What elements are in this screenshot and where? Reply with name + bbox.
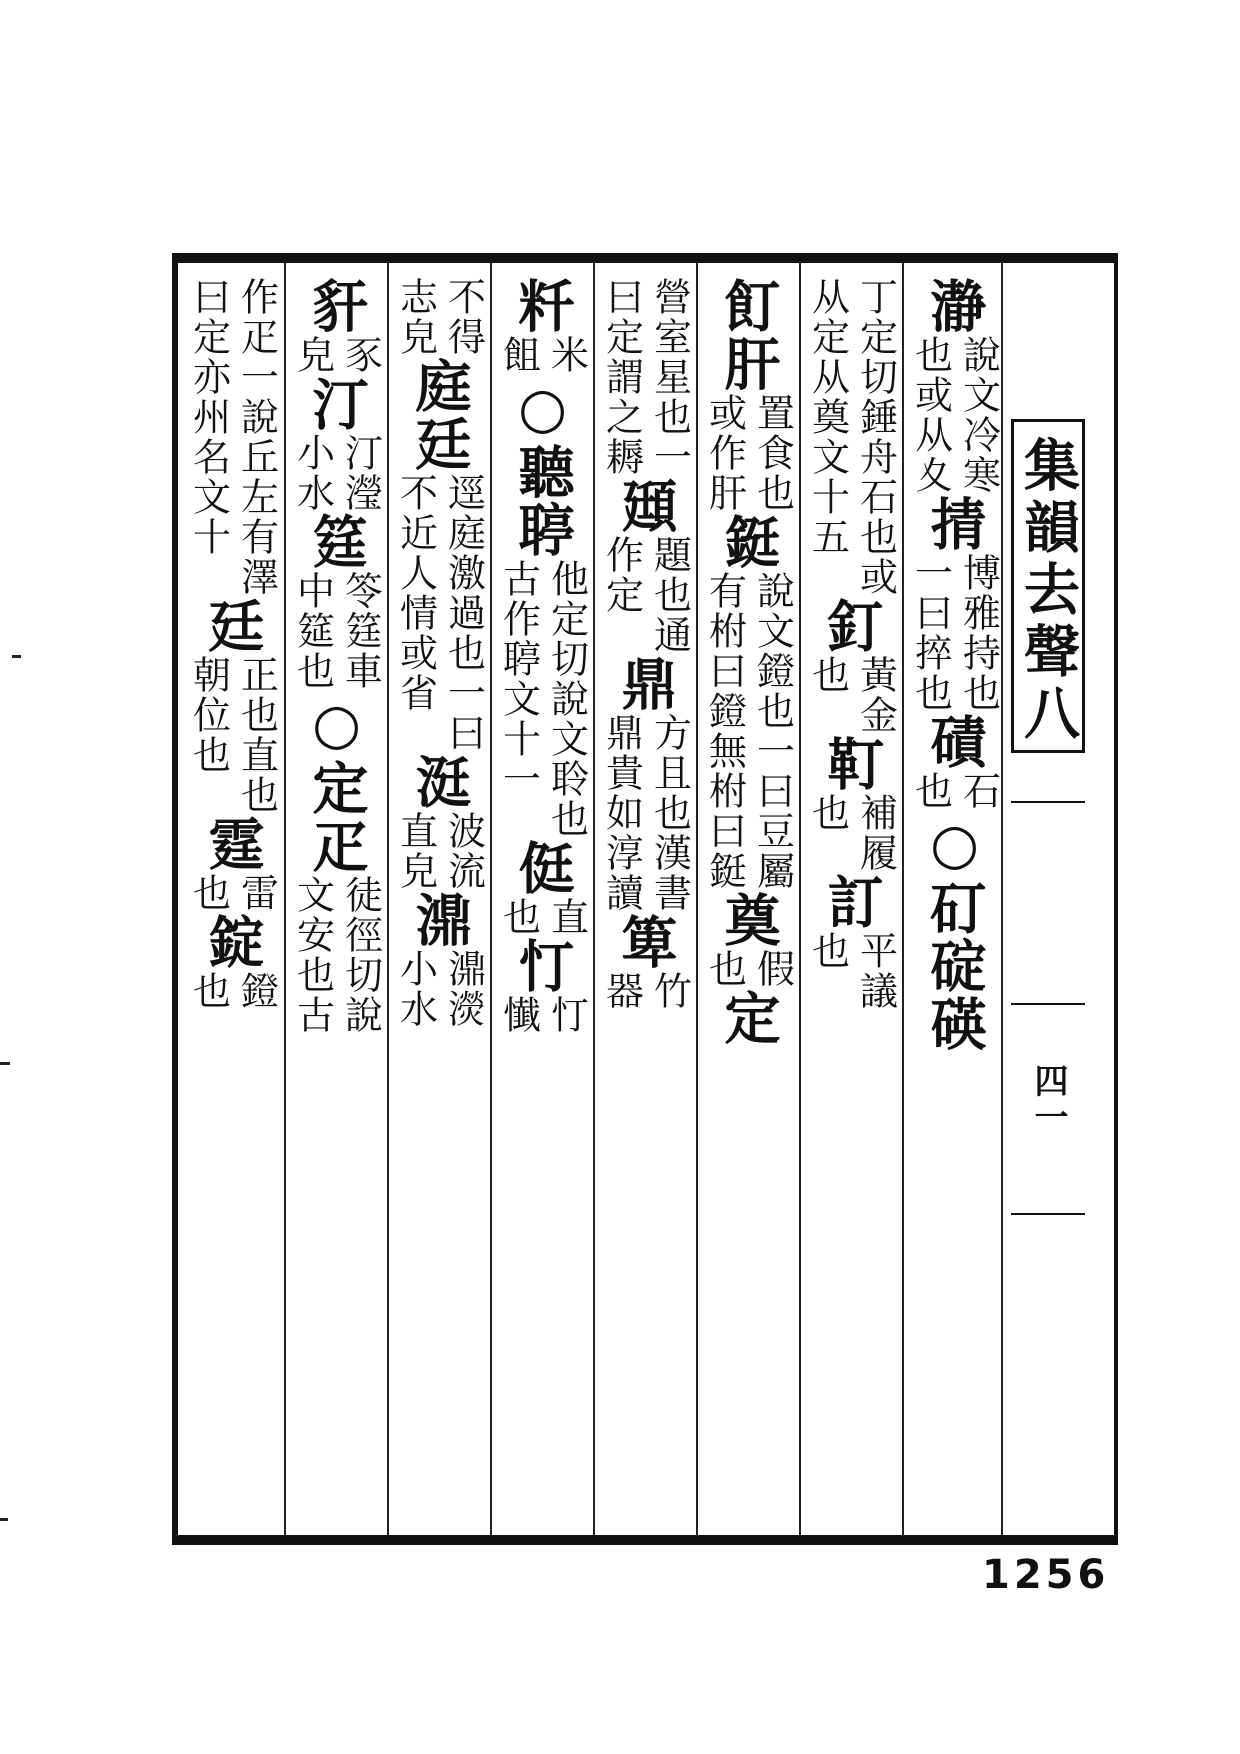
annotation (701, 571, 797, 891)
annotation (289, 335, 385, 375)
annotation-line-left: 直皃 (393, 811, 438, 891)
annotation-line-right: 他定切說文聆也 (544, 559, 589, 839)
text-column (490, 263, 593, 1535)
leaf-number: 四一 (1028, 1063, 1068, 1135)
annotation (185, 971, 281, 1011)
annotation (907, 553, 1003, 713)
annotation-line-left: 也 (186, 971, 231, 1011)
headword: 豻 (303, 277, 370, 335)
annotation-line-left: 也 (702, 949, 747, 989)
text-column (181, 263, 284, 1535)
annotation (392, 277, 488, 357)
headword: 霆 (199, 815, 266, 873)
annotation-line-right: 正也直也 (234, 655, 279, 815)
text-column (696, 263, 799, 1535)
annotation-line-left: 也 (805, 931, 850, 971)
annotation-line-left: 器 (599, 971, 644, 1011)
annotation-line-right: 笭筳車 (338, 571, 383, 691)
headword: 錠 (199, 913, 266, 971)
headword: 靪 (818, 735, 885, 793)
annotation-line-right: 米 (544, 335, 589, 375)
annotation-line-left: 朝位也 (186, 655, 231, 775)
page-number: 1256 (982, 1552, 1110, 1598)
headword: 鋌 (715, 513, 782, 571)
annotation (907, 771, 1003, 811)
book-title: 集韻去聲八 (1015, 436, 1081, 746)
annotation (392, 949, 488, 1029)
annotation (289, 875, 385, 1035)
annotation-line-left: 懴 (496, 995, 541, 1035)
annotation-line-right: 雷 (234, 873, 279, 913)
headword: 飣肝 (715, 277, 782, 393)
annotation (804, 655, 900, 735)
annotation-line-right: 徒徑切說 (338, 875, 383, 1035)
annotation-line-right: 直 (544, 897, 589, 937)
annotation-line-right: 石 (956, 771, 1001, 811)
annotation-line-left: 曰定謂之耨 (599, 277, 644, 477)
annotation-line-left: 也 (496, 897, 541, 937)
annotation-line-left: 鼎貴如淳讀 (599, 713, 644, 913)
annotation (701, 393, 797, 513)
annotation (289, 571, 385, 691)
annotation (392, 811, 488, 891)
annotation (804, 793, 900, 873)
annotation-line-left: 也 (805, 793, 850, 833)
annotation-line-right: 平議 (853, 931, 898, 1011)
annotation-line-left: 有柎曰鐙無柎曰鋌 (702, 571, 747, 891)
headword: 忊 (509, 937, 576, 995)
annotation-line-right: 逕庭激過也一曰 (441, 473, 486, 753)
annotation (495, 995, 591, 1035)
annotation-line-left: 从定从奠文十五 (805, 277, 850, 557)
annotation (185, 277, 281, 597)
book-title-box (1011, 419, 1085, 753)
annotation-line-left: 志皃 (393, 277, 438, 357)
annotation (701, 949, 797, 989)
headword: ○矴碇碤 (921, 811, 988, 1053)
annotation-line-right: 置食也 (750, 393, 795, 513)
annotation-line-right: 方且也漢書 (647, 713, 692, 913)
banner-rule (1011, 1003, 1085, 1005)
annotation-line-left: 不近人情或省 (393, 473, 438, 713)
annotation-line-right: 黃金 (853, 655, 898, 735)
banner-rule (1011, 1213, 1085, 1215)
text-column (902, 263, 1005, 1535)
annotation (598, 535, 694, 655)
headword: 磧 (921, 713, 988, 771)
annotation-line-right: 波流 (441, 811, 486, 891)
headword: 頲 (612, 477, 679, 535)
headword: 瀞 (921, 277, 988, 335)
headword: 掅 (921, 495, 988, 553)
banner-rule (1011, 801, 1085, 803)
headword: 釘 (818, 597, 885, 655)
headword: ○定疋 (303, 691, 370, 875)
annotation-line-left: 也 (186, 873, 231, 913)
headword: 訂 (818, 873, 885, 931)
annotation-line-right: 丁定切錘舟石也或 (853, 277, 898, 597)
annotation-line-left: 一曰捽也 (908, 553, 953, 713)
annotation (598, 971, 694, 1011)
annotation-line-left: 小水 (290, 433, 335, 513)
headword: 箄 (612, 913, 679, 971)
headword: 濎 (406, 891, 473, 949)
annotation (907, 335, 1003, 495)
annotation-line-right: 假 (750, 949, 795, 989)
annotation-line-left: 文安也古 (290, 875, 335, 1035)
annotation (289, 433, 385, 513)
annotation-line-left: 也 (908, 771, 953, 811)
annotation-line-right: 說文冷寒 (956, 335, 1001, 495)
annotation-line-left: 曰定亦州名文十 (186, 277, 231, 557)
annotation (495, 897, 591, 937)
headword: 奠 (715, 891, 782, 949)
annotation-line-right: 濎濙 (441, 949, 486, 1029)
annotation-line-right: 豕 (338, 335, 383, 375)
headword: 廷 (199, 597, 266, 655)
annotation-line-right: 忊 (544, 995, 589, 1035)
annotation (804, 931, 900, 1011)
annotation-line-left: 中筵也 (290, 571, 335, 691)
annotation-line-right: 說文鐙也一曰豆屬 (750, 571, 795, 891)
annotation (804, 277, 900, 597)
headword: ○聽聤 (509, 375, 576, 559)
annotation (598, 713, 694, 913)
banner-column (1001, 263, 1114, 1535)
annotation-line-right: 營室星也一 (647, 277, 692, 477)
annotation (185, 873, 281, 913)
annotation-line-left: 作定 (599, 535, 644, 615)
headword: 定 (715, 989, 782, 1047)
annotation (495, 559, 591, 839)
annotation (598, 277, 694, 477)
headword: 粁 (509, 277, 576, 335)
annotation-line-left: 也或从夊 (908, 335, 953, 495)
annotation-line-right: 補履 (853, 793, 898, 873)
annotation-line-right: 鐙 (234, 971, 279, 1011)
annotation-line-right: 不得 (441, 277, 486, 357)
annotation (185, 655, 281, 815)
page-frame (172, 253, 1118, 1545)
text-column (799, 263, 902, 1535)
annotation-line-right: 題也通 (647, 535, 692, 655)
annotation-line-left: 飷 (496, 335, 541, 375)
headword: 庭廷 (406, 357, 473, 473)
headword: 侹 (509, 839, 576, 897)
annotation-line-left: 或作肝 (702, 393, 747, 513)
text-column (284, 263, 387, 1535)
text-column (593, 263, 696, 1535)
annotation-line-right: 竹 (647, 971, 692, 1011)
annotation-line-right: 作疋一說丘左有澤 (234, 277, 279, 597)
annotation-line-left: 古作聤文十一 (496, 559, 541, 799)
headword: 汀 (303, 375, 370, 433)
text-columns (178, 263, 1005, 1535)
annotation-line-left: 小水 (393, 949, 438, 1029)
annotation-line-right: 汀瀅 (338, 433, 383, 513)
annotation-line-left: 也 (805, 655, 850, 695)
annotation-line-right: 博雅持也 (956, 553, 1001, 713)
headword: 涏 (406, 753, 473, 811)
headword: 筳 (303, 513, 370, 571)
annotation (495, 335, 591, 375)
annotation-line-left: 皃 (290, 335, 335, 375)
headword: 鼎 (612, 655, 679, 713)
text-column (387, 263, 490, 1535)
annotation (392, 473, 488, 753)
